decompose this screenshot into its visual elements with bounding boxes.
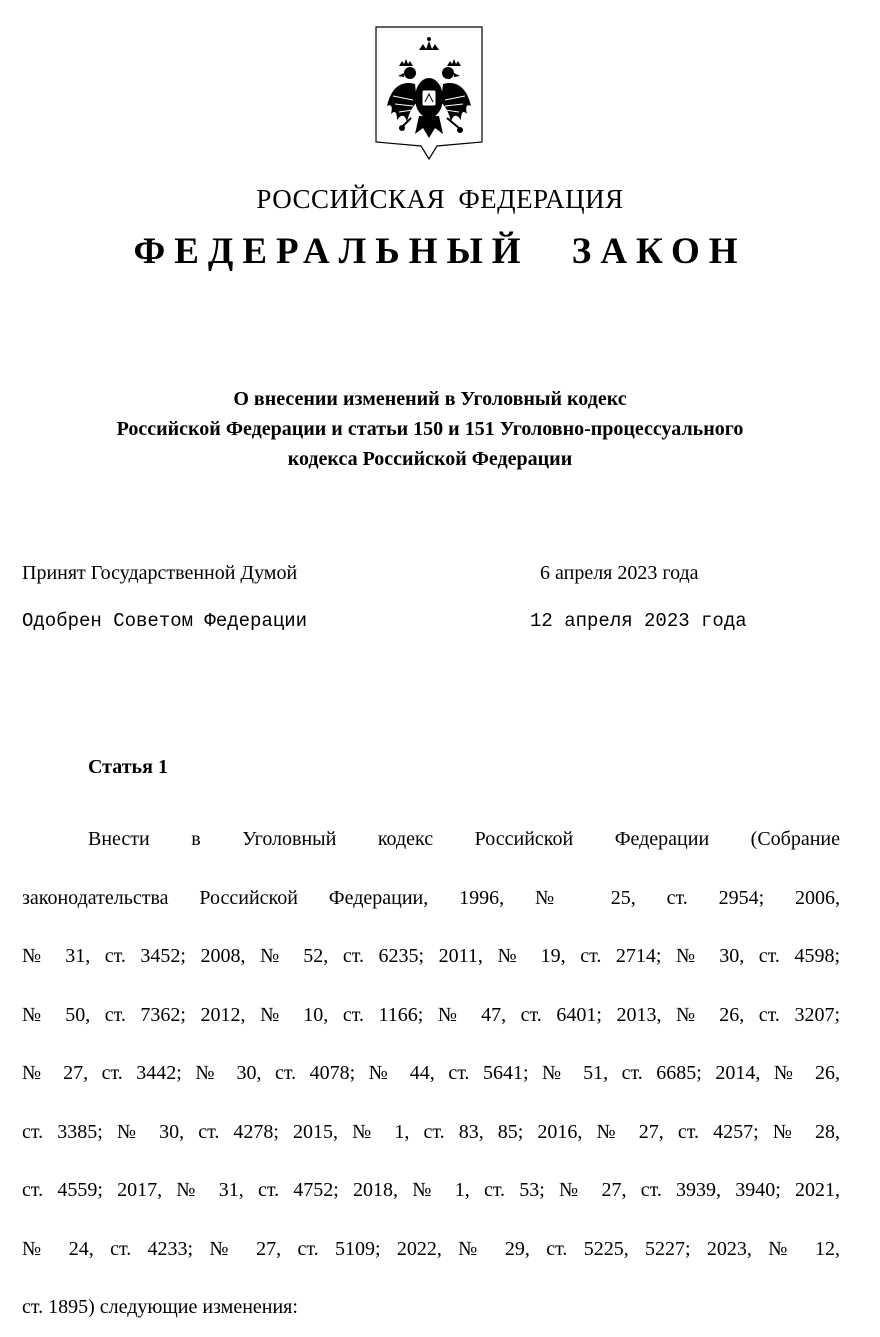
law-title-line: О внесении изменений в Уголовный кодекс <box>233 388 627 410</box>
coat-of-arms-emblem <box>375 26 483 160</box>
article-text-line: Внести в Уголовный кодекс Российской Федерации (Собрание <box>88 828 840 850</box>
article-text-line: № 27, ст. 3442; № 30, ст. 4078; № 44, ст. 5641; № 51, ст. 6685; 2014, № 26, <box>22 1062 840 1084</box>
duma-adoption-row <box>22 562 862 585</box>
article-text-line: № 50, ст. 7362; 2012, № 10, ст. 1166; № 47, ст. 6401; 2013, № 26, ст. 3207; <box>22 1003 840 1026</box>
duma-adoption-label: Принят Государственной Думой <box>22 562 298 584</box>
article-heading: Статья 1 <box>88 756 168 778</box>
law-title-line: кодекса Российской Федерации <box>287 448 573 470</box>
council-approval-row <box>22 610 862 632</box>
article-text-line: ст. 3385; № 30, ст. 4278; 2015, № 1, ст. 83, 85; 2016, № 27, ст. 4257; № 28, <box>22 1120 840 1143</box>
country-name: РОССИЙСКАЯ ФЕДЕРАЦИЯ <box>256 184 624 214</box>
law-type-heading: ФЕДЕРАЛЬНЫЙ ЗАКОН <box>133 231 747 272</box>
article-text-line: № 31, ст. 3452; 2008, № 52, ст. 6235; 2011, № 19, ст. 2714; № 30, ст. 4598; <box>22 945 840 967</box>
article-text-line: законодательства Российской Федерации, 1996, № 25, ст. 2954; 2006, <box>22 886 840 909</box>
council-approval-label: Одобрен Советом Федерации <box>22 610 308 632</box>
duma-adoption-date: 6 апреля 2023 года <box>540 562 699 584</box>
law-title <box>0 384 860 474</box>
article-text-line: № 24, ст. 4233; № 27, ст. 5109; 2022, № 29, ст. 5225, 5227; 2023, № 12, <box>22 1237 840 1260</box>
article-body <box>22 810 840 1337</box>
law-title-line: Российской Федерации и статьи 150 и 151 Уголовно-процессуального <box>116 418 744 440</box>
council-approval-date: 12 апреля 2023 года <box>530 610 747 632</box>
article-text-line: ст. 1895) следующие изменения: <box>22 1296 298 1318</box>
article-text-line: ст. 4559; 2017, № 31, ст. 4752; 2018, № 1, ст. 53; № 27, ст. 3939, 3940; 2021, <box>22 1179 840 1201</box>
